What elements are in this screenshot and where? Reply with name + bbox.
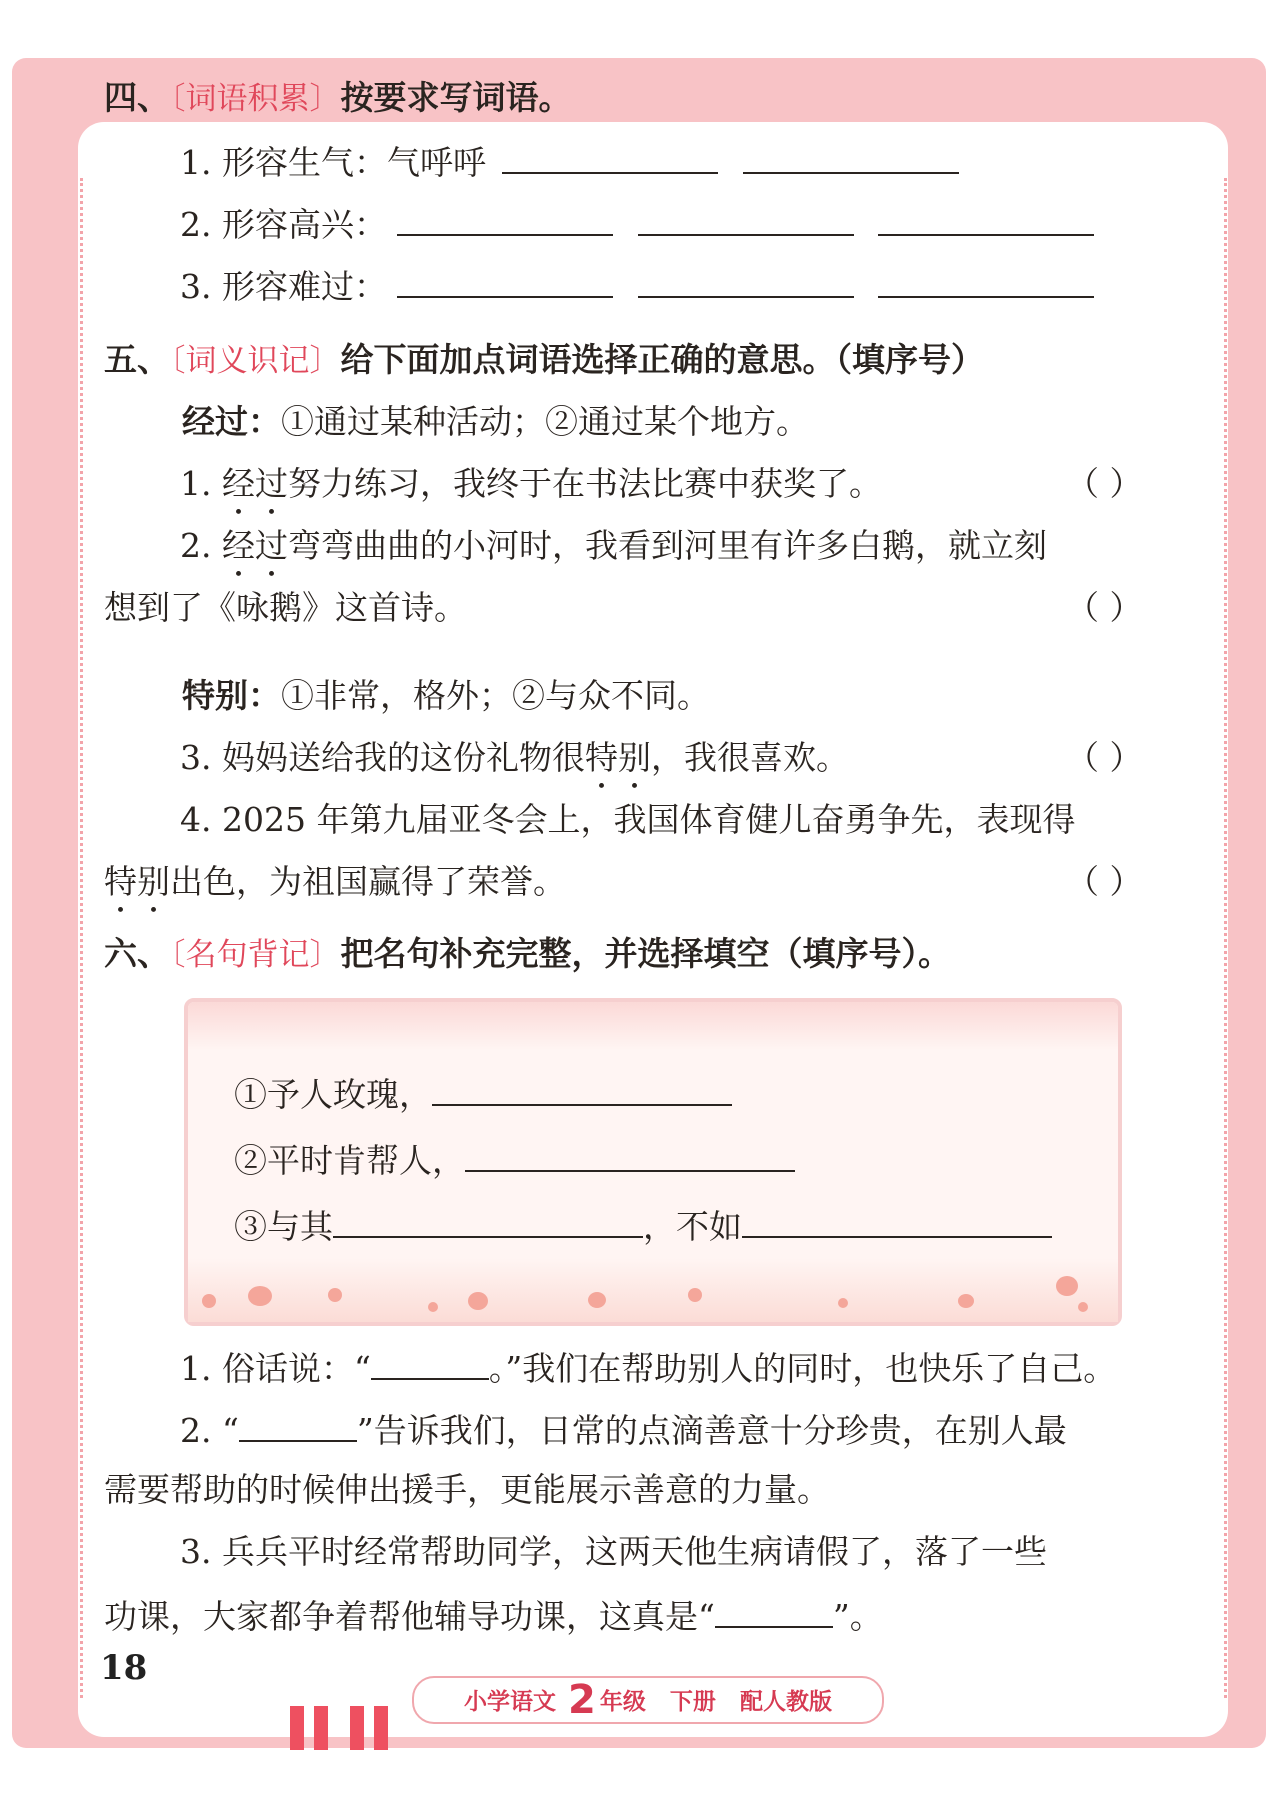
question-6-2-line2: 需要帮助的时候伸出援手，更能展示善意的力量。: [104, 1470, 830, 1509]
answer-blank[interactable]: [465, 1136, 795, 1172]
saying-text: ①予人玫瑰，: [234, 1075, 432, 1114]
question-text: ”告诉我们，日常的点滴善意十分珍贵，在别人最: [356, 1411, 1067, 1450]
tab-decoration: [290, 1706, 304, 1750]
answer-paren[interactable]: （ ）: [1066, 738, 1143, 777]
question-text: 2. “: [180, 1411, 239, 1450]
question-5-4-line2: [104, 860, 566, 921]
saying-3: [234, 1202, 1052, 1249]
book-info-banner: [412, 1676, 884, 1724]
answer-blank[interactable]: [742, 1202, 1052, 1238]
question-6-1: [180, 1344, 1116, 1391]
grade-number: 2: [568, 1677, 596, 1723]
answer-paren[interactable]: （ ）: [1066, 464, 1143, 503]
question-5-2-line2: 想到了《咏鹅》这首诗。: [104, 588, 467, 627]
bubble-decoration: [428, 1302, 438, 1312]
word2-definition: [182, 674, 710, 718]
defined-word: 特别：: [182, 676, 281, 715]
bubble-decoration: [588, 1292, 606, 1308]
section4-number: 四、: [104, 78, 170, 117]
question-text: 弯弯曲曲的小河时，我看到河里有许多白鹅，就立刻: [287, 526, 1047, 565]
section5-number: 五、: [104, 340, 170, 379]
question-text: 出色，为祖国赢得了荣誉。: [170, 862, 566, 901]
question-text: 。”我们在帮助别人的同时，也快乐了自己。: [488, 1349, 1117, 1388]
section4-title: 按要求写词语。: [340, 78, 572, 117]
dotted-word: 特别: [584, 738, 651, 777]
answer-blank[interactable]: [878, 200, 1094, 236]
famous-sayings-box: [184, 998, 1122, 1326]
saying-text: ②平时肯帮人，: [234, 1141, 465, 1180]
box-footer-decoration: [188, 1258, 1118, 1322]
question-text: ”。: [832, 1597, 883, 1636]
definition-text: ①非常，格外；②与众不同。: [281, 676, 710, 715]
bubble-decoration: [838, 1298, 848, 1308]
answer-blank[interactable]: [638, 200, 854, 236]
defined-word: 经过：: [182, 402, 281, 441]
section6-number: 六、: [104, 934, 170, 973]
saying-text: ③与其: [234, 1207, 333, 1246]
bubble-decoration: [958, 1294, 974, 1308]
grade-label: 年级: [599, 1689, 646, 1715]
question-6-2-line1: [180, 1406, 1067, 1453]
answer-blank[interactable]: [397, 200, 613, 236]
tab-decoration: [350, 1706, 364, 1750]
bubble-decoration: [1078, 1302, 1088, 1312]
question-5-4-line1: 4. 2025 年第九届亚冬会上，我国体育健儿奋勇争先，表现得: [180, 800, 1076, 839]
item-label: 1. 形容生气：气呼呼: [180, 143, 486, 182]
question-number: 1.: [180, 464, 222, 503]
section6-heading: [104, 932, 951, 977]
page-number: 18: [100, 1648, 148, 1688]
question-text: 功课，大家都争着帮他辅导功课，这真是“: [104, 1597, 715, 1636]
tab-decoration: [314, 1706, 328, 1750]
saying-2: [234, 1136, 795, 1183]
saying-1: [234, 1070, 732, 1117]
tab-decoration: [374, 1706, 388, 1750]
bubble-decoration: [202, 1294, 216, 1308]
bubble-decoration: [468, 1292, 488, 1310]
box-header-decoration: [188, 1002, 1118, 1050]
question-text: 1. 俗话说：“: [180, 1349, 371, 1388]
answer-blank[interactable]: [502, 138, 718, 174]
bubble-decoration: [688, 1288, 702, 1302]
section5-title: 给下面加点词语选择正确的意思。（填序号）: [340, 340, 984, 379]
question-6-3-line1: 3. 兵兵平时经常帮助同学，这两天他生病请假了，落了一些: [180, 1532, 1047, 1571]
section5-heading: [104, 338, 984, 383]
answer-blank[interactable]: [878, 262, 1094, 298]
answer-blank[interactable]: [397, 262, 613, 298]
answer-blank[interactable]: [371, 1344, 489, 1380]
section6-title: 把名句补充完整，并选择填空（填序号）。: [340, 934, 951, 973]
question-6-3-line2: [104, 1592, 883, 1639]
answer-blank[interactable]: [743, 138, 959, 174]
bubble-decoration: [1056, 1276, 1078, 1296]
subject-label: 小学语文: [464, 1689, 557, 1715]
bubble-decoration: [248, 1286, 272, 1306]
section4-item-3: [180, 262, 1094, 309]
volume-label: 下册: [669, 1689, 716, 1715]
section4-item-2: [180, 200, 1094, 247]
answer-blank[interactable]: [239, 1406, 357, 1442]
question-5-2-line1: [180, 524, 1047, 585]
section4-heading: [104, 76, 572, 121]
word1-definition: [182, 400, 809, 444]
question-text: ，我很喜欢。: [650, 738, 849, 777]
saying-text: ，不如: [643, 1207, 742, 1246]
answer-blank[interactable]: [333, 1202, 643, 1238]
item-label: 2. 形容高兴：: [180, 205, 387, 244]
answer-blank[interactable]: [432, 1070, 732, 1106]
question-5-1: [180, 462, 882, 523]
section5-tag: 〔词义识记〕: [170, 343, 341, 379]
dotted-word: 经过: [221, 526, 288, 565]
dotted-word: 特别: [104, 862, 170, 901]
answer-blank[interactable]: [638, 262, 854, 298]
section6-tag: 〔名句背记〕: [170, 937, 341, 973]
answer-blank[interactable]: [715, 1592, 833, 1628]
section4-tag: 〔词语积累〕: [170, 81, 341, 117]
answer-paren[interactable]: （ ）: [1066, 862, 1143, 901]
item-label: 3. 形容难过：: [180, 267, 387, 306]
bubble-decoration: [328, 1288, 342, 1302]
dotted-word: 经过: [221, 464, 288, 503]
edition-label: 配人教版: [739, 1689, 832, 1715]
question-text: 努力练习，我终于在书法比赛中获奖了。: [287, 464, 882, 503]
question-text: 3. 妈妈送给我的这份礼物很: [180, 738, 585, 777]
question-number: 2.: [180, 526, 222, 565]
answer-paren[interactable]: （ ）: [1066, 588, 1143, 627]
section4-item-1: [180, 138, 959, 185]
definition-text: ①通过某种活动；②通过某个地方。: [281, 402, 809, 441]
question-5-3: [180, 736, 849, 797]
